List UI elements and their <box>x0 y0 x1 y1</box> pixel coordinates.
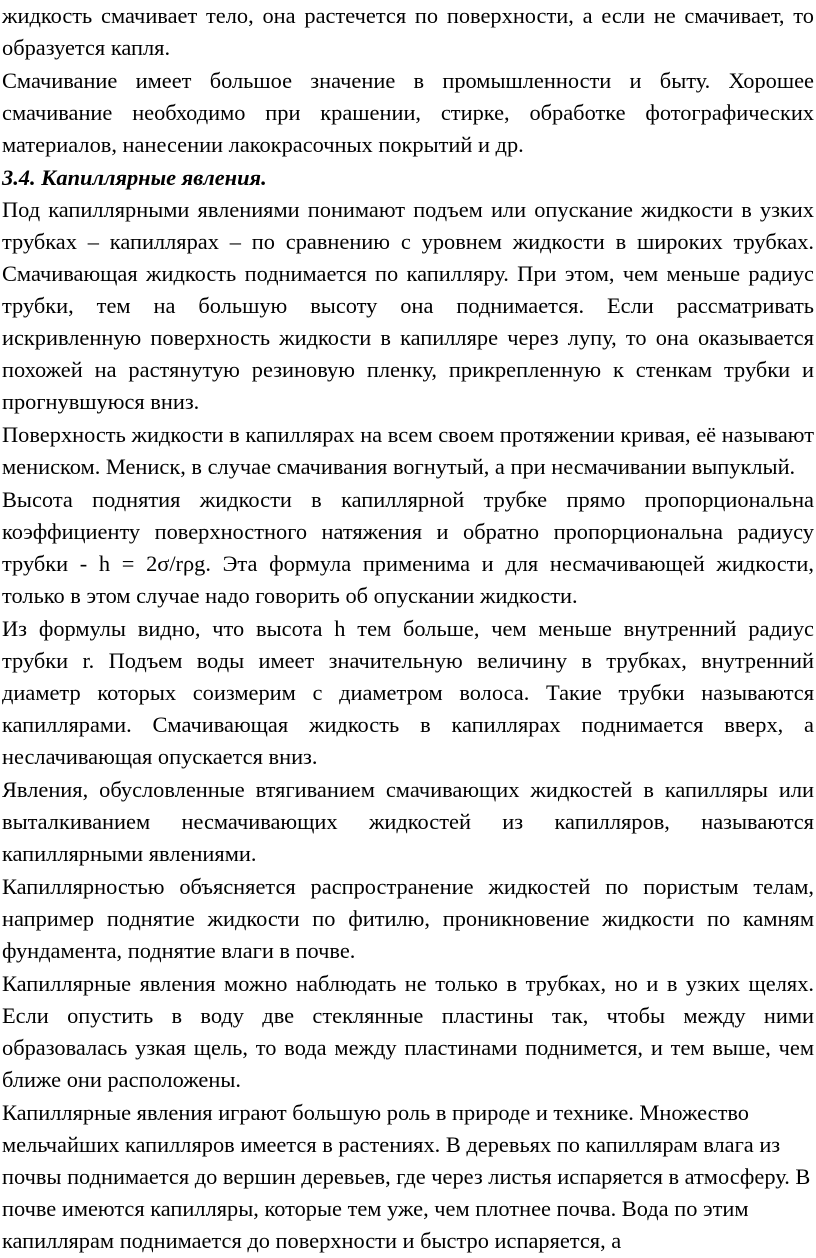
paragraph-wetting-importance: Смачивание имеет большое значение в промышленности и быту. Хорошее смачивание необходимо при крашении, стирке, обработке фотографических материалов, нанесении лакокрасочных покрытий и др. <box>2 68 814 157</box>
paragraph-formula-consequence: Из формулы видно, что высота h тем больше, чем меньше внутренний радиус трубки r. Подъем воды имеет значительную величину в трубках, внутренний диаметр которых соизмерим с диаметром волоса. Такие трубки называются капиллярами. Смачивающая жидкость в капиллярах поднимается вверх, а неслачивающая опускается вниз. <box>2 616 814 769</box>
paragraph-capillarity-examples: Капиллярностью объясняется распространение жидкостей по пористым телам, например поднятие жидкости по фитилю, проникновение жидкости по камням фундамента, поднятие влаги в почве. <box>2 874 814 963</box>
paragraph-capillary-definition: Под капиллярными явлениями понимают подъем или опускание жидкости в узких трубках – капиллярах – по сравнению с уровнем жидкости в широких трубках. Смачивающая жидкость поднимается по капилляру. При этом, чем меньше радиус трубки, тем на большую высоту она поднимается. Если рассматривать искривленную поверхность жидкости в капилляре через лупу, то она оказывается похожей на растянутую резиновую пленку, прикрепленную к стенкам трубки и прогнувшуюся вниз. <box>2 197 814 414</box>
paragraph-narrow-gaps: Капиллярные явления можно наблюдать не только в трубках, но и в узких щелях. Если опустить в воду две стеклянные пластины так, чтобы между ними образовалась узкая щель, то вода между пластинами поднимется, и тем выше, чем ближе они расположены. <box>2 971 814 1092</box>
paragraph-meniscus: Поверхность жидкости в капиллярах на всем своем протяжении кривая, её называют мениском. Мениск, в случае смачивания вогнутый, а при несмачивании выпуклый. <box>2 422 814 479</box>
paragraph-nature-technology: Капиллярные явления играют большую роль в природе и технике. Множество мельчайших капилляров имеется в растениях. В деревьях по капиллярам влага из почвы поднимается до вершин деревьев, где через листья испаряется в атмосферу. В почве имеются капилляры, которые тем уже, чем плотнее почва. Вода по этим капиллярам поднимается до поверхности и быстро испаряется, а <box>2 1100 811 1253</box>
paragraph-wetting-conclusion: жидкость смачивает тело, она растечется по поверхности, а если не смачивает, то образуется капля. <box>2 3 814 60</box>
section-heading-capillary: 3.4. Капиллярные явления. <box>2 165 267 190</box>
paragraph-capillary-phenomena-definition: Явления, обусловленные втягиванием смачивающих жидкостей в капилляры или выталкиванием несмачивающих жидкостей из капилляров, называются капиллярными явлениями. <box>2 777 814 866</box>
paragraph-height-formula: Высота поднятия жидкости в капиллярной трубке прямо пропорциональна коэффициенту поверхностного натяжения и обратно пропорциональна радиусу трубки - h = 2σ/rρg. Эта формула применима и для несмачивающей жидкости, только в этом случае надо говорить об опускании жидкости. <box>2 487 814 608</box>
